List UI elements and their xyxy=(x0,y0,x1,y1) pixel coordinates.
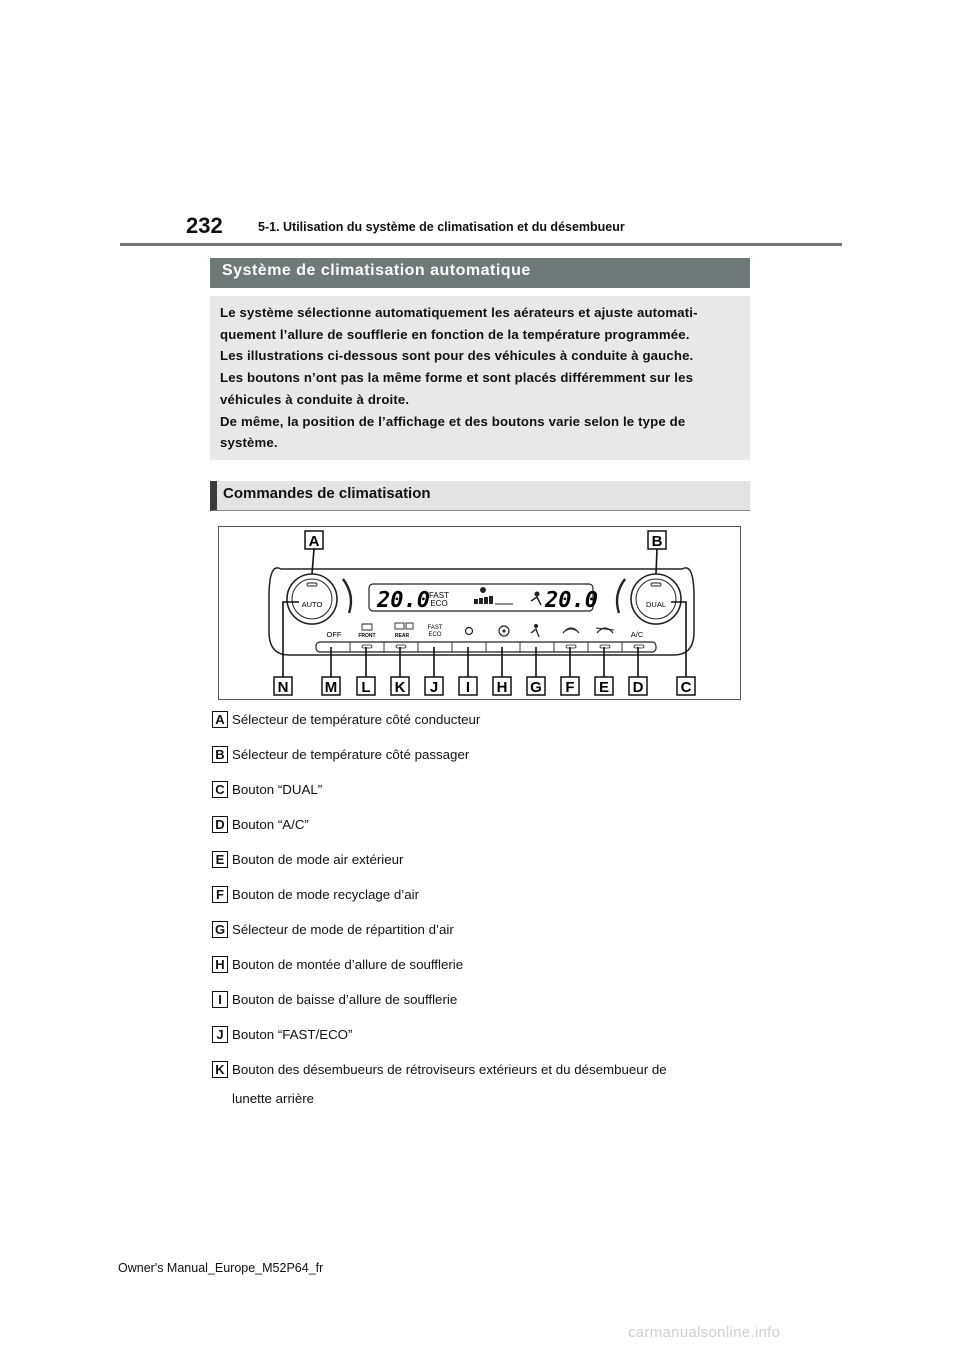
legend-text: Sélecteur de mode de répartition d’air xyxy=(232,922,454,937)
legend-badge: K xyxy=(212,1061,228,1078)
svg-text:M: M xyxy=(324,679,338,696)
leader-lines xyxy=(283,549,686,677)
legend-badge: I xyxy=(212,991,228,1008)
legend-badge: H xyxy=(212,956,228,973)
rear-defrost-icon xyxy=(395,623,413,639)
chapter-title: 5-1. Utilisation du système de climatisation et du désembueur xyxy=(258,220,625,234)
section-heading-text: Système de climatisation automatique xyxy=(222,262,531,279)
legend-text: Bouton “A/C” xyxy=(232,817,309,832)
legend-text: Bouton “DUAL” xyxy=(232,782,323,797)
legend-text: Bouton de montée d’allure de soufflerie xyxy=(232,957,464,972)
front-defrost-icon xyxy=(358,624,375,639)
fast-indicator: FAST xyxy=(428,591,450,600)
callout-C xyxy=(677,677,695,696)
callout-A xyxy=(305,531,323,550)
legend-text: Bouton des désembueurs de rétroviseurs extérieurs et du désembueur de xyxy=(232,1062,667,1077)
passenger-temp-knob xyxy=(631,574,681,624)
callout-D xyxy=(629,677,647,696)
legend-text: Bouton de mode recyclage d’air xyxy=(232,887,420,902)
subsection-heading xyxy=(210,481,750,511)
legend-badge: J xyxy=(212,1026,228,1043)
intro-line: système. xyxy=(220,435,278,451)
svg-text:L: L xyxy=(361,679,371,696)
intro-line: Les illustrations ci-dessous sont pour des véhicules à conduite à gauche. xyxy=(220,348,694,364)
intro-line: De même, la position de l’affichage et des boutons varie selon le type de xyxy=(220,413,686,429)
header-rule xyxy=(120,243,842,246)
legend-text-continuation: lunette arrière xyxy=(232,1091,315,1106)
callout-F xyxy=(561,677,579,696)
svg-text:C: C xyxy=(680,679,692,696)
eco-button-label: ECO xyxy=(428,632,442,638)
callout-J xyxy=(425,677,443,696)
right-arc-mark xyxy=(617,579,625,613)
left-arc-mark xyxy=(343,579,351,613)
callout-L xyxy=(357,677,375,696)
intro-box xyxy=(210,296,750,460)
svg-text:G: G xyxy=(530,679,542,696)
svg-text:A: A xyxy=(308,533,320,550)
intro-line: quement l’allure de soufflerie en fonction de la température programmée. xyxy=(220,326,690,342)
watermark: carmanualsonline.info xyxy=(628,1324,781,1341)
page-number: 232 xyxy=(186,213,223,238)
recirculation-icon xyxy=(563,628,579,633)
ac-button-label: A/C xyxy=(630,630,644,639)
driver-temp-knob xyxy=(287,574,337,624)
legend-text: Bouton de baisse d’allure de soufflerie xyxy=(232,992,458,1007)
legend-text: Bouton “FAST/ECO” xyxy=(232,1027,353,1042)
air-distribution-icon xyxy=(531,624,539,637)
legend-text: Sélecteur de température côté conducteur xyxy=(232,712,481,727)
legend-badge: A xyxy=(212,711,228,728)
svg-text:I: I xyxy=(465,679,471,696)
svg-text:K: K xyxy=(394,679,406,696)
intro-line: véhicules à conduite à droite. xyxy=(220,391,410,407)
subsection-heading-text: Commandes de climatisation xyxy=(223,485,431,502)
footer-text: Owner's Manual_Europe_M52P64_fr xyxy=(118,1261,324,1275)
svg-text:D: D xyxy=(632,679,644,696)
rear-label: REAR xyxy=(394,633,410,639)
auto-label: AUTO xyxy=(301,600,323,609)
eco-indicator: ECO xyxy=(430,599,448,608)
off-button-label: OFF xyxy=(326,630,342,639)
legend-badge: G xyxy=(212,921,228,938)
legend-badge: C xyxy=(212,781,228,798)
fan-down-icon xyxy=(466,628,473,635)
callout-K xyxy=(391,677,409,696)
callout-H xyxy=(493,677,511,696)
legend-badge: B xyxy=(212,746,228,763)
callout-I xyxy=(459,677,477,696)
dual-label: DUAL xyxy=(645,600,667,609)
svg-text:H: H xyxy=(496,679,508,696)
legend-text: Bouton de mode air extérieur xyxy=(232,852,404,867)
fast-button-label: FAST xyxy=(427,625,443,631)
svg-text:F: F xyxy=(565,679,575,696)
legend-text: Sélecteur de température côté passager xyxy=(232,747,470,762)
temp-left-readout: 20.0 xyxy=(377,588,430,613)
callout-N xyxy=(274,677,292,696)
svg-text:N: N xyxy=(277,679,289,696)
callout-E xyxy=(595,677,613,696)
legend-badge: E xyxy=(212,851,228,868)
svg-text:B: B xyxy=(651,533,663,550)
svg-text:E: E xyxy=(598,679,610,696)
callout-M xyxy=(322,677,340,696)
temp-right-readout: 20.0 xyxy=(545,588,598,613)
callout-B xyxy=(648,531,666,550)
legend-badge: D xyxy=(212,816,228,833)
section-heading xyxy=(210,258,750,288)
outside-air-icon xyxy=(596,628,614,633)
intro-line: Les boutons n’ont pas la même forme et sont placés différemment sur les xyxy=(220,370,694,386)
intro-line: Le système sélectionne automatiquement les aérateurs et ajuste automati- xyxy=(220,305,698,320)
climate-panel-illustration xyxy=(219,527,740,699)
front-label: FRONT xyxy=(358,633,376,639)
svg-text:J: J xyxy=(429,679,439,696)
fan-up-icon xyxy=(499,626,509,636)
callout-G xyxy=(527,677,545,696)
lcd-display xyxy=(369,584,598,613)
legend-badge: F xyxy=(212,886,228,903)
climate-control-figure xyxy=(218,526,741,700)
